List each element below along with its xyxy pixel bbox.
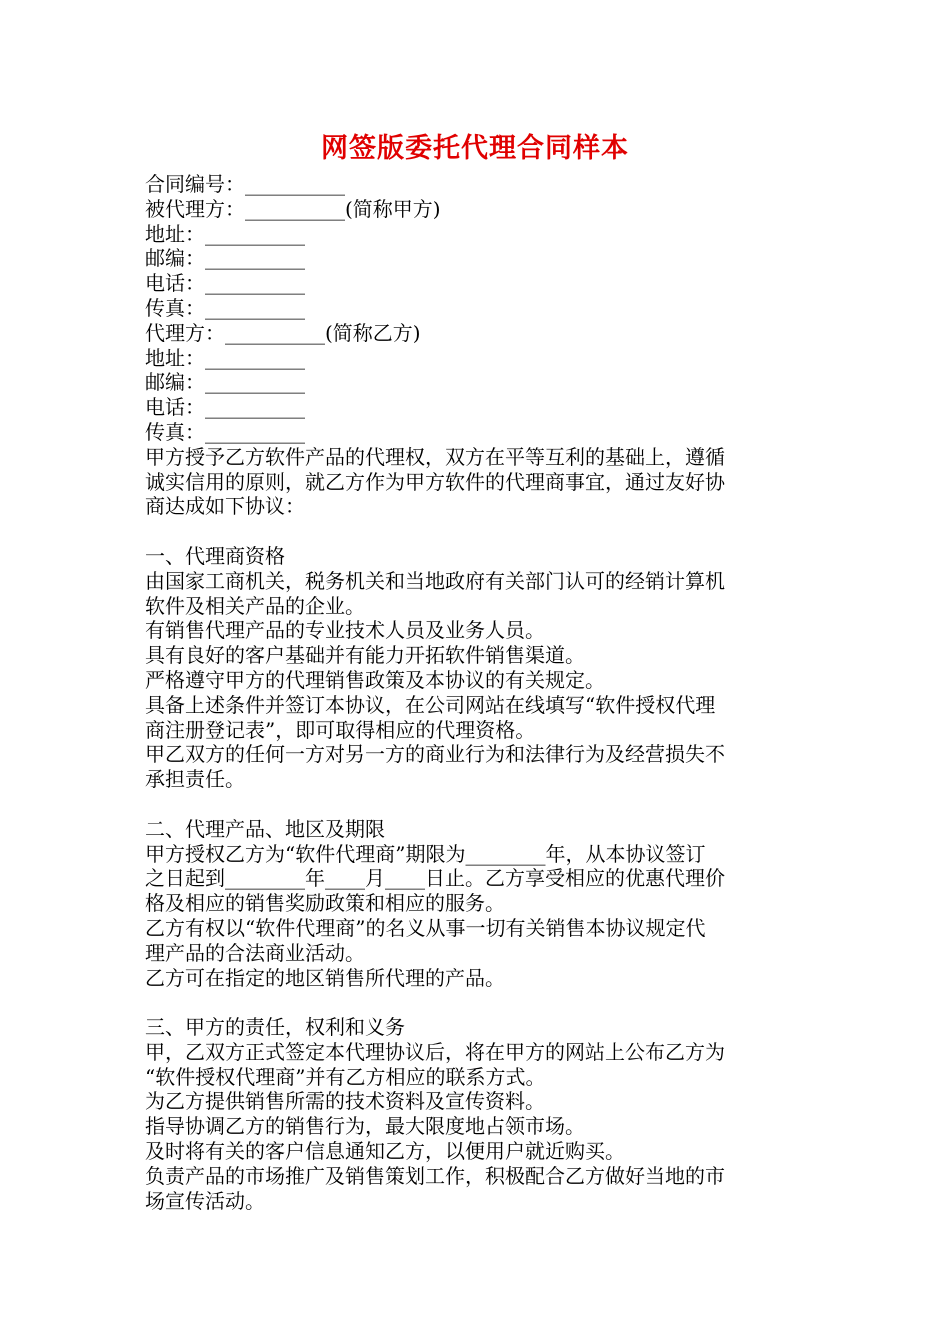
document-line: 为乙方提供销售所需的技术资料及宣传资料。	[145, 1089, 545, 1114]
document-line: 地址：__________	[145, 221, 305, 246]
document-title: 网签版委托代理合同样本	[321, 133, 629, 164]
document-line: 甲，乙双方正式签定本代理协议后，将在甲方的网站上公布乙方为	[145, 1039, 725, 1064]
document-line: 三、甲方的责任，权利和义务	[145, 1015, 405, 1040]
document-line: 由国家工商机关，税务机关和当地政府有关部门认可的经销计算机	[145, 568, 725, 593]
document-line: “软件授权代理商”并有乙方相应的联系方式。	[145, 1064, 546, 1089]
document-line: 严格遵守甲方的代理销售政策及本协议的有关规定。	[145, 667, 605, 692]
document-line: 场宣传活动。	[145, 1188, 265, 1213]
document-line: 负责产品的市场推广及销售策划工作，积极配合乙方做好当地的市	[145, 1163, 725, 1188]
document-line: 甲方授予乙方软件产品的代理权，双方在平等互利的基础上，遵循	[145, 444, 725, 469]
document-line: 邮编：__________	[145, 370, 305, 395]
document-line: 乙方可在指定的地区销售所代理的产品。	[145, 965, 505, 990]
document-line: 商注册登记表”，即可取得相应的代理资格。	[145, 717, 536, 742]
blank-line	[145, 519, 815, 544]
document-line: 一、代理商资格	[145, 543, 285, 568]
document-line: 软件及相关产品的企业。	[145, 593, 365, 618]
document-line: 代理方：__________(简称乙方)	[145, 320, 421, 345]
document-line: 及时将有关的客户信息通知乙方，以便用户就近购买。	[145, 1139, 625, 1164]
document-line: 有销售代理产品的专业技术人员及业务人员。	[145, 618, 545, 643]
document-line: 被代理方：__________(简称甲方)	[145, 196, 441, 221]
document-line: 之日起到________年____月____日止。乙方享受相应的优惠代理价	[145, 866, 725, 891]
document-line: 地址：__________	[145, 345, 305, 370]
document-line: 商达成如下协议：	[145, 494, 305, 519]
document-line: 具备上述条件并签订本协议，在公司网站在线填写“软件授权代理	[145, 692, 716, 717]
document-line: 格及相应的销售奖励政策和相应的服务。	[145, 891, 505, 916]
document-body	[145, 172, 815, 1213]
document-line: 具有良好的客户基础并有能力开拓软件销售渠道。	[145, 643, 585, 668]
document-line: 传真：__________	[145, 419, 305, 444]
document-line: 传真：__________	[145, 295, 305, 320]
blank-line	[145, 990, 815, 1015]
document-line: 邮编：__________	[145, 246, 305, 271]
document-line: 电话：__________	[145, 395, 305, 420]
document-line: 二、代理产品、地区及期限	[145, 816, 385, 841]
blank-line	[145, 792, 815, 817]
document-line: 甲方授权乙方为“软件代理商”期限为________年，从本协议签订	[145, 841, 706, 866]
document-line: 乙方有权以“软件代理商”的名义从事一切有关销售本协议规定代	[145, 915, 706, 940]
document-line: 诚实信用的原则，就乙方作为甲方软件的代理商事宜，通过友好协	[145, 469, 725, 494]
document-line: 承担责任。	[145, 767, 245, 792]
document-line: 理产品的合法商业活动。	[145, 940, 365, 965]
document-line: 甲乙双方的任何一方对另一方的商业行为和法律行为及经营损失不	[145, 742, 725, 767]
document-line: 合同编号：__________	[145, 172, 345, 196]
document-line: 电话：__________	[145, 271, 305, 296]
document-line: 指导协调乙方的销售行为，最大限度地占领市场。	[145, 1114, 585, 1139]
